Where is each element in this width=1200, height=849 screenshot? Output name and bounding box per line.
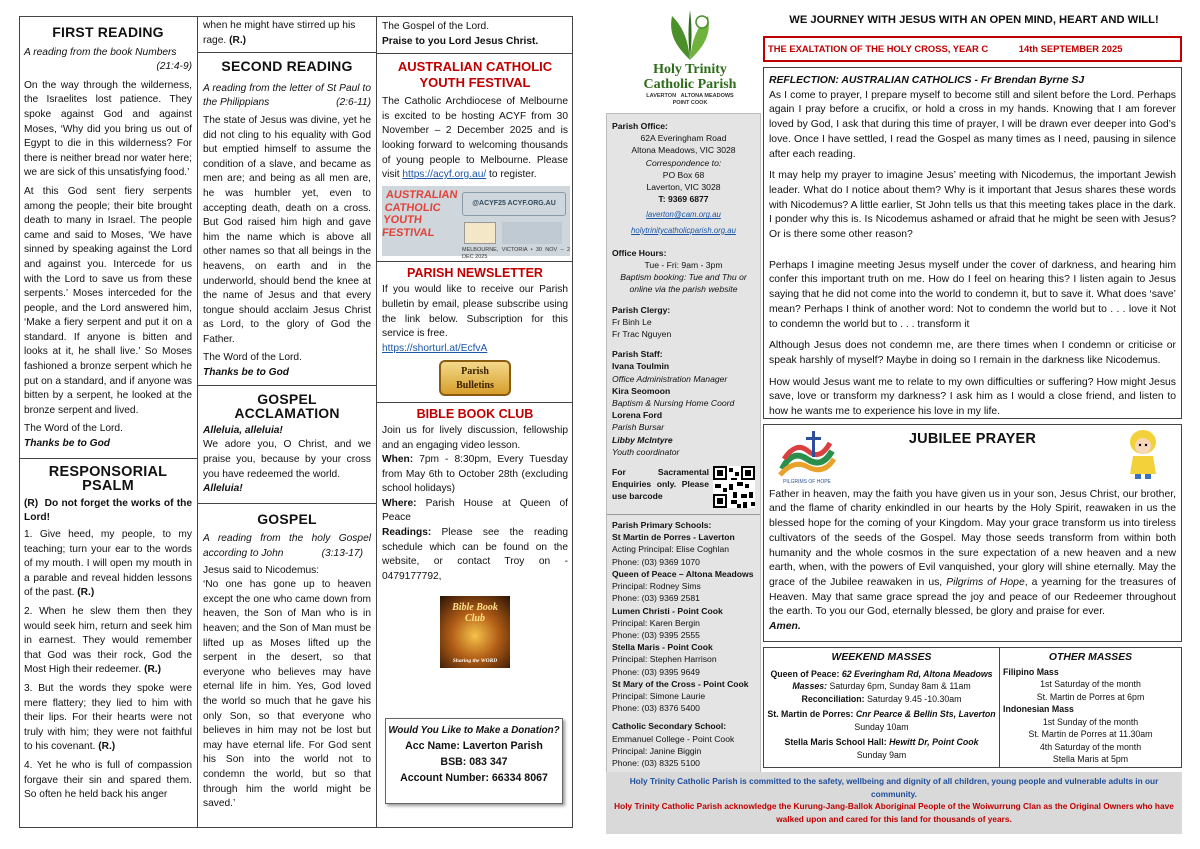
gospel-intro: A reading from the holy Gospel according to John (3:13-17) — [203, 532, 371, 561]
acyf-banner-image: AUSTRALIAN CATHOLIC YOUTH FESTIVAL @ACYF25 ACYF.ORG.AU MELBOURNE, VICTORIA • 30 NOV – 2 DEC 2025 — [382, 186, 570, 256]
qr-code-icon[interactable] — [713, 466, 755, 508]
donation-account-name: Acc Name: Laverton Parish — [405, 740, 543, 752]
gospel-ref: (3:13-17) — [321, 548, 363, 559]
bible-club-readings: Readings: Please see the reading schedule which can be found on the website, or contact Troy on - 0479177792, — [382, 527, 568, 582]
psalm-verse-4: 4. Yet he who is full of compassion forgave their sin and spared them. So often he held back his anger — [24, 759, 192, 801]
bible-book-club-image: Bible Book Club Sharing the WORD — [440, 596, 510, 668]
jubilee-prayer-text: Father in heaven, may the faith you have given us in your son, Jesus Christ, our brother, and the flame of charity enkindled in our hearts by the Holy Spirit, reawaken in us the blessed hope for the coming of your Kingdom. May your grace transform us into tireless cultivators of the seeds of the Gospel. May those seeds transform from within both humanity and the whole cosmos in the sure expectation of a new heaven and a new earth, when, with the powers of Evil vanquished, your glory will shine eternally. May the grace of the Jubilee reawaken in us, Pilgrims of Hope, a yearning for the treasures of Heaven. May that same grace spread the joy and peace of our Redeemer throughout the earth. To you our God, eternally blessed, be glory and praise for ever. — [769, 488, 1176, 618]
staff-1-name: Ivana Toulmin — [612, 361, 670, 372]
staff-4-role: Youth coordinator — [612, 446, 680, 457]
office-laverton: Laverton, VIC 3028 — [646, 182, 721, 193]
dove-leaf-icon — [658, 8, 722, 62]
school-5-principal: Principal: Simone Laurie — [612, 690, 706, 701]
masses-time-line: Masses: Saturday 6pm, Sunday 8am & 11am — [792, 681, 971, 691]
gospel-title: GOSPEL — [257, 510, 317, 527]
acclamation-text: We adore you, O Christ, and we praise you, because by your cross you have redeemed the world. — [203, 439, 371, 480]
school-4-name: Stella Maris - Point Cook — [612, 642, 713, 653]
staff-2-role: Baptism & Nursing Home Coord — [612, 398, 735, 409]
acyf-title: AUSTRALIAN CATHOLIC YOUTH FESTIVAL — [397, 59, 553, 91]
st-martin-time: Sunday 10am — [854, 721, 909, 732]
staff-heading: Parish Staff: — [612, 349, 663, 360]
first-reading-para-1: On the way through the wilderness, the Israelites lost patience. They spoke against God and against Moses, ‘Why did you bring us out of Egypt to die in this wilderness? For there is neither bread nor water here; we are sick of this unsatisfying food.’ — [24, 79, 192, 179]
school-3-name: Lumen Christi - Point Cook — [612, 605, 723, 616]
bible-club-when: When: 7pm - 8:30pm, Every Tuesday from May 6th to October 28th (excluding school holidays) — [382, 454, 568, 495]
column-second-reading — [198, 16, 377, 828]
logo-suburbs: LAVERTON ALTONA MEADOWS — [646, 93, 734, 99]
school-1-principal: Acting Principal: Elise Coghlan — [612, 544, 730, 555]
second-reading-ref: (2:6-11) — [336, 97, 371, 109]
school-1-name: St Martin de Porres - Laverton — [612, 532, 735, 543]
clergy-heading: Parish Clergy: — [612, 304, 671, 315]
acyf-text: The Catholic Archdiocese of Melbourne is excited to be hosting ACYF from 30 November – 2 December 2025 and is looking forward to welcoming thousands of young people to Melbourne. Please visit https://acyf.org.au/ to register. — [382, 96, 568, 181]
gospel-response: Praise to you Lord Jesus Christ. — [382, 35, 539, 47]
filipino-mass-1: 1st Saturday of the month — [1040, 679, 1141, 689]
secondary-1-phone: Phone: (03) 8325 5100 — [612, 757, 700, 768]
st-martin-line: St. Martin de Porres: Cnr Pearce & Bellin Sts, Laverton — [767, 709, 996, 719]
parish-logo — [620, 8, 760, 108]
footer-box — [606, 772, 1182, 834]
reconciliation-line: Reconciliation: Saturday 9.45 -10.30am — [801, 693, 962, 704]
donation-account-number: Account Number: 66334 8067 — [400, 772, 548, 784]
second-reading-title: SECOND READING — [221, 58, 353, 75]
jubilee-title: JUBILEE PRAYER — [908, 431, 1037, 447]
office-hours: Tue - Fri: 9am - 3pm — [644, 260, 723, 271]
first-reading-title: FIRST READING — [52, 24, 164, 40]
gospel-said: Jesus said to Nicodemus: — [203, 564, 320, 576]
newsletter-title: PARISH NEWSLETTER — [407, 265, 543, 280]
psalm-title: RESPONSORIAL PSALM — [48, 463, 168, 495]
staff-2-name: Kira Seomoon — [612, 385, 671, 396]
jubilee-box — [763, 424, 1182, 642]
logo-suburb-3: POINT COOK — [672, 100, 708, 106]
bible-club-title: BIBLE BOOK CLUB — [416, 407, 534, 422]
donation-bsb: BSB: 083 347 — [440, 756, 508, 768]
clergy-1: Fr Binh Le — [612, 316, 652, 327]
school-5-name: St Mary of the Cross - Point Cook — [612, 678, 749, 689]
office-correspondence: Correspondence to: — [645, 157, 722, 168]
reflection-para-2: It may help my prayer to imagine Jesus’ meeting with Nicodemus, the important Jewish leader. What do I notice about them? Why is it important that Jesus shares these words with Nicodemus? A little earlier, St John tells us that this meeting takes place in the dark. I ponder why this is. Is Nicodemus ashamed or afraid that he might be seen with Jesus? Or is there some other reason? — [769, 170, 1176, 241]
indonesian-mass-heading: Indonesian Mass — [1003, 704, 1074, 714]
other-masses-title: OTHER MASSES — [1048, 652, 1133, 663]
office-po-box: PO Box 68 — [662, 169, 705, 180]
school-2-principal: Principal: Rodney Sims — [612, 581, 701, 592]
bible-club-text: Join us for lively discussion, fellowship and an engaging video lesson. — [382, 424, 568, 451]
staff-4-name: Libby McIntyre — [612, 434, 673, 445]
feast-banner — [763, 36, 1182, 62]
newsletter-link[interactable]: https://shorturl.at/EcfvA — [382, 342, 488, 354]
acclamation-alleluia: Alleluia, alleluia! — [203, 424, 283, 436]
stella-maris-time: Sunday 9am — [856, 749, 907, 760]
acknowledgement: Holy Trinity Catholic Parish acknowledge the Kurung-Jang-Ballok Aboriginal People of the Woiwurrung Clan as the Original Owners who have walked upon and cared for this land for thousands of years. — [614, 801, 1174, 824]
newsletter-text: If you would like to receive our Parish bulletin by email, please subscribe using the link below. Subscription for this service is free. — [382, 284, 568, 340]
weekend-masses-title: WEEKEND MASSES — [831, 652, 932, 663]
psalm-verse-3: 3. But the words they spoke were mere flattery; they lied to him with their lips. For their hearts were not truly with him; they were not faithful to his covenant. (R.) — [24, 682, 192, 753]
first-reading-para-2: At this God sent fiery serpents among the people; their bite brought death to many in Israel. The people came and said to Moses, ‘We have sinned by speaking against the Lord and against you. Intercede for us with the Lord to save us from these serpents.’ Moses interceded for the people, and the Lord answered him, ‘Make a fiery serpent and put it on a standard. If anyone is bitten and looks at it, he shall live.’ So Moses fashioned a bronze serpent which he put on a standard, and if anyone was bitten by a serpent, he looked at the bronze serpent and lived. — [24, 185, 192, 416]
indonesian-mass-2: St. Martin de Porres at 11.30am — [1028, 729, 1153, 739]
feast-date: 14th SEPTEMBER 2025 — [1018, 43, 1123, 54]
office-website-link[interactable]: holytrinitycatholicparish.org.au — [631, 225, 736, 235]
weekend-masses — [764, 648, 1000, 767]
school-3-phone: Phone: (03) 9395 2555 — [612, 629, 700, 640]
jubilee-amen: Amen. — [769, 621, 801, 633]
first-reading-response: Thanks be to God — [24, 438, 111, 450]
reflection-para-5: How would Jesus want me to relate to my own difficulties or suffering? How might Jesus save, love or transform my darkness? I ask him as I would a close friend, and listen to how he wants me to experience his love in my life. — [769, 376, 1176, 418]
parish-bulletins-badge[interactable]: Parish Bulletins — [439, 360, 511, 396]
psalm-verse-1: 1. Give heed, my people, to my teaching; turn your ear to the words of my mouth. I will open my mouth in a parable and reveal hidden lessons of the past. (R.) — [24, 529, 192, 599]
indonesian-mass-3: 4th Saturday of the month — [1039, 741, 1142, 752]
first-reading-intro: A reading from the book Numbers — [24, 46, 177, 58]
secondary-1-name: Emmanuel College - Point Cook — [612, 733, 735, 744]
office-address-1: 62A Everingham Road — [640, 133, 727, 144]
staff-3-name: Lorena Ford — [612, 410, 663, 421]
indonesian-mass-1: 1st Sunday of the month — [1042, 716, 1139, 727]
pilgrim-mascot-icon — [1123, 428, 1163, 480]
office-address-2: Altona Meadows, VIC 3028 — [631, 145, 736, 156]
second-reading-intro: A reading from the letter of St Paul to the Philippians (2:6-11) — [203, 82, 371, 111]
bible-club-where: Where: Parish House at Queen of Peace — [382, 497, 568, 524]
stella-maris-line: Stella Maris School Hall: Hewitt Dr, Point Cook — [784, 737, 979, 747]
masses-box — [763, 647, 1182, 768]
schools-heading: Parish Primary Schools: — [612, 520, 712, 531]
parish-info-sidebar — [606, 113, 761, 834]
school-2-phone: Phone: (03) 9369 2581 — [612, 593, 700, 604]
acclamation-end: Alleluia! — [203, 483, 243, 495]
column-notices — [377, 16, 573, 828]
reflection-para-1: As I come to prayer, I prepare myself to become still and silent before the Lord. Perhaps again I pray before a crucifix, or hold a cross in my hands. Knowing that I am forever loved by God, I ask that during this time of prayer, I will be drawn ever deeper into God’s love. Once I have settled, I read the Gospel as many times as I need, pausing in silence after each reading. — [769, 89, 1176, 160]
acclamation-title: GOSPEL ACCLAMATION — [234, 390, 340, 422]
gospel-text: ‘No one has gone up to heaven except the one who came down from heaven, the Son of Man who is in heaven; and the Son of Man must be lifted up as Moses lifted up the serpent in the desert, so that everyone who believes may have eternal life in him. Yes, God loved the world so much that he gave his only Son, so that everyone who believes in him may not be lost but may have eternal life. For God sent his Son into the world not to condemn the world, but so that through him the world might be saved.’ — [203, 579, 371, 810]
first-reading-ref: (21:4-9) — [156, 61, 192, 73]
column-first-reading — [19, 16, 198, 828]
reflection-para-4: Although Jesus does not condemn me, are there times when I condemn or criticise or speak harshly of myself? Maybe in doing so I remain in the darkness like Nicodemus. — [769, 340, 1176, 366]
second-reading-response: Thanks be to God — [203, 367, 290, 379]
school-1-phone: Phone: (03) 9369 1070 — [612, 556, 700, 567]
indonesian-mass-4: Stella Maris at 5pm — [1052, 754, 1129, 764]
psalm-verse-2: 2. When he slew them then they would seek him, return and seek him in earnest. They would remember that God was their rock, God the Most High their redeemer. (R.) — [24, 605, 192, 676]
second-reading-close: The Word of the Lord. — [203, 352, 302, 364]
donation-box — [385, 718, 563, 804]
reflection-para-3: Perhaps I imagine meeting Jesus myself under the cover of darkness, and hearing him confer this important truth on me. How do I feel on hearing this? I listen again to Jesus saying that he did not come into the world to condemn it, but to save it. What does ‘save’ mean? Perhaps I think of another word: Not to condemn the world but to . . . love it Not to condemn the world but to . . . transform it — [769, 259, 1176, 330]
clergy-2: Fr Trac Nguyen — [612, 329, 672, 340]
school-4-phone: Phone: (03) 9395 9649 — [612, 666, 700, 677]
second-reading-text: The state of Jesus was divine, yet he did not cling to his equality with God but emptied himself to assume the condition of a slave, and became as men are; and being as all men are, he was humbler yet, even to accepting death, death on a cross. But God raised him high and gave him the name which is above all other names so that all beings in the heavens, on earth and in the underworld, should bend the knee at the name of Jesus and that every tongue should acclaim Jesus Christ as Lord, to the glory of God the Father. — [203, 114, 371, 345]
feast-title: THE EXALTATION OF THE HOLY CROSS, YEAR C — [768, 43, 989, 54]
office-heading: Parish Office: — [612, 121, 668, 131]
jubilee-logo-icon — [772, 429, 842, 485]
acyf-link[interactable]: https://acyf.org.au/ — [402, 169, 487, 181]
logo-name-1: Holy Trinity — [653, 62, 727, 77]
first-reading-close: The Word of the Lord. — [24, 423, 123, 435]
safety-statement: Holy Trinity Catholic Parish is committed to the safety, wellbeing and dignity of all children, young people and vulnerable adults in our community. — [629, 776, 1159, 799]
staff-3-role: Parish Bursar — [612, 422, 665, 433]
secondary-heading: Catholic Secondary School: — [612, 721, 727, 732]
school-2-name: Queen of Peace – Altona Meadows — [612, 568, 754, 579]
motto-banner: WE JOURNEY WITH JESUS WITH AN OPEN MIND, HEART AND WILL! — [789, 14, 1159, 26]
gospel-close: The Gospel of the Lord. — [382, 21, 490, 32]
logo-name-2: Catholic Parish — [643, 77, 737, 92]
psalm-continued: when he might have stirred up his rage. (R.) — [203, 20, 356, 46]
school-4-principal: Principal: Stephen Harrison — [612, 654, 717, 665]
svg-text:PILGRIMS OF HOPE: PILGRIMS OF HOPE — [783, 479, 831, 485]
reflection-box — [763, 67, 1182, 419]
staff-1-role: Office Administration Manager — [612, 373, 728, 384]
filipino-mass-heading: Filipino Mass — [1003, 666, 1059, 677]
queen-of-peace-line: Queen of Peace: 62 Everingham Rd, Altona Meadows — [770, 668, 993, 679]
sacramental-note: For Sacramental Enquiries only. Please use barcode — [612, 467, 709, 502]
school-5-phone: Phone: (03) 8376 5400 — [612, 703, 700, 714]
other-masses — [1000, 648, 1181, 767]
filipino-mass-2: St. Martin de Porres at 6pm — [1036, 691, 1145, 702]
secondary-1-principal: Principal: Janine Biggin — [612, 745, 702, 756]
baptism-booking: Baptism booking: Tue and Thu or online via the parish website — [620, 272, 747, 295]
hours-heading: Office Hours: — [612, 247, 667, 258]
school-3-principal: Principal: Karen Bergin — [612, 617, 700, 628]
psalm-response: (R) Do not forget the works of the Lord! — [24, 497, 192, 524]
office-phone: T: 9369 6877 — [658, 194, 709, 205]
office-email-link[interactable]: laverton@cam.org.au — [646, 210, 721, 220]
donation-question: Would You Like to Make a Donation? — [388, 725, 560, 736]
reflection-title: REFLECTION: AUSTRALIAN CATHOLICS - Fr Brendan Byrne SJ — [769, 75, 1085, 86]
